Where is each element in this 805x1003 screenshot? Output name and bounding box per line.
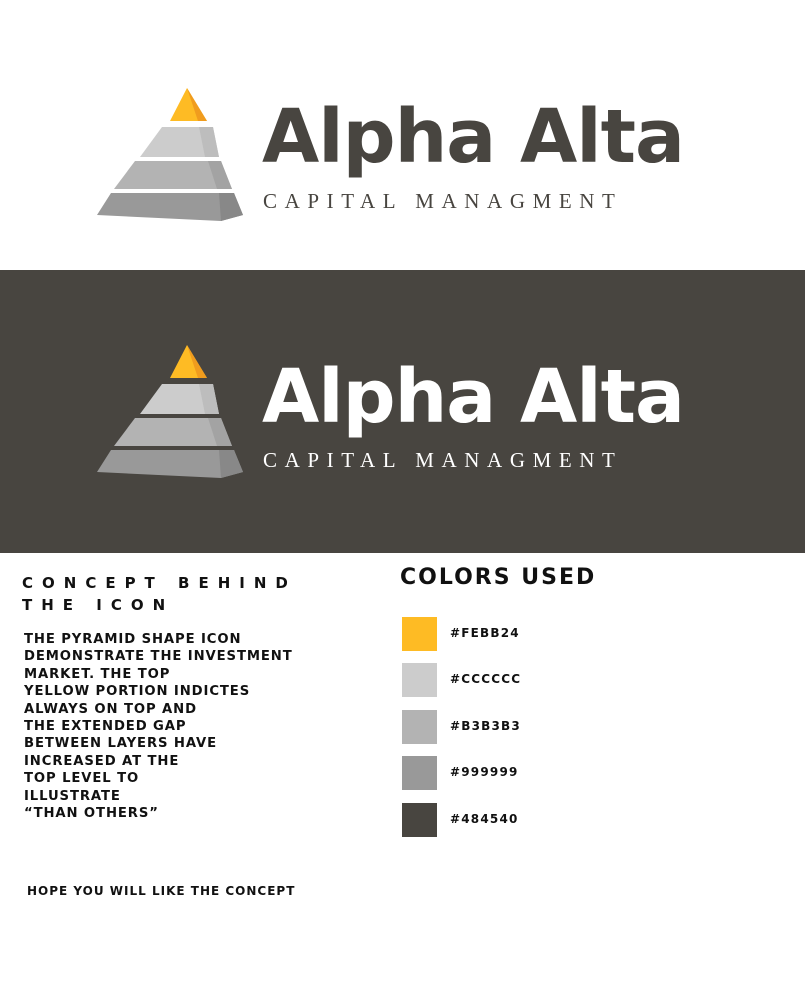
color-swatch: [402, 617, 437, 651]
logo-light: [0, 0, 805, 268]
concept-line: INCREASED AT THE: [24, 753, 180, 769]
concept-line: TOP LEVEL TO: [24, 771, 140, 787]
concept-line: THE PYRAMID SHAPE ICON: [24, 632, 242, 647]
color-swatch-row: [402, 710, 602, 744]
color-swatch-row: [402, 663, 602, 697]
concept-line: BETWEEN LAYERS HAVE: [24, 736, 218, 752]
color-swatch-row: [402, 617, 602, 651]
color-swatch-row: [402, 803, 602, 837]
color-swatch: [402, 710, 437, 744]
color-swatch: [402, 663, 437, 697]
closing-note: HOPE YOU WILL LIKE THE CONCEPT: [27, 884, 296, 898]
color-swatch: [402, 756, 437, 790]
color-swatch: [402, 803, 437, 837]
brand-tagline: CAPITAL MANAGMENT: [263, 448, 623, 472]
concept-title-line: THE ICON: [22, 596, 175, 614]
pyramid-icon: [95, 85, 245, 225]
concept-description: [24, 631, 324, 822]
concept-title-line: CONCEPT BEHIND: [22, 574, 297, 592]
concept-line: “THAN OTHERS”: [24, 806, 159, 822]
brand-name: Alpha Alta: [262, 354, 684, 440]
pyramid-icon: [95, 342, 245, 482]
concept-line: ILLUSTRATE: [24, 788, 121, 804]
brand-tagline: CAPITAL MANAGMENT: [263, 189, 623, 213]
concept-line: MARKET. THE TOP: [24, 666, 171, 682]
concept-line: THE EXTENDED GAP: [24, 719, 187, 735]
colors-title: COLORS USED: [400, 565, 597, 590]
color-hex-label: #FEBB24: [450, 626, 520, 640]
concept-title: [22, 572, 362, 616]
color-swatch-row: [402, 756, 602, 790]
brand-name: Alpha Alta: [262, 94, 684, 180]
concept-line: DEMONSTRATE THE INVESTMENT: [24, 649, 293, 665]
concept-line: ALWAYS ON TOP AND: [24, 701, 197, 717]
color-hex-label: #CCCCCC: [450, 672, 522, 686]
color-hex-label: #999999: [450, 765, 519, 779]
color-hex-label: #B3B3B3: [450, 719, 521, 733]
concept-line: YELLOW PORTION INDICTES: [24, 684, 251, 700]
logo-dark: [0, 270, 805, 553]
color-hex-label: #484540: [450, 812, 519, 826]
